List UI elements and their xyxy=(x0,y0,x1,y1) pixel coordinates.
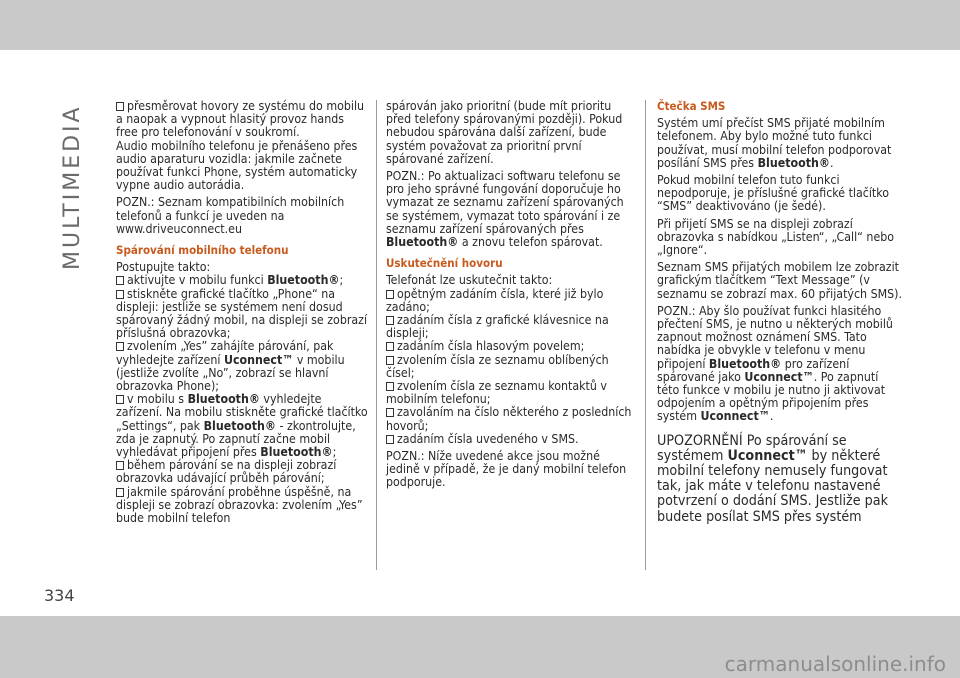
list-item: přesměrovat hovory ze systému do mobilu a naopak a vypnout hlasitý provoz hands free pro telefonování v soukromí. xyxy=(116,99,365,140)
page-number: 334 xyxy=(44,586,75,605)
column-divider xyxy=(376,100,377,570)
section-heading: Uskutečnění hovoru xyxy=(386,256,503,271)
paragraph: POZN.: Seznam kompatibilních mobilních telefonů a funkcí je uveden na www.driveuconnect.eu xyxy=(116,195,345,236)
list-item: zadáním čísla hlasovým povelem; xyxy=(386,340,634,353)
checkbox-bullet-icon xyxy=(386,382,394,391)
paragraph: POZN.: Níže uvedené akce jsou možné jedině v případě, že je daný mobilní telefon podporuje. xyxy=(386,449,627,490)
checkbox-bullet-icon xyxy=(386,435,394,444)
section-side-label-text: MULTIMEDIA xyxy=(60,104,85,270)
checkbox-bullet-icon xyxy=(116,290,124,299)
checkbox-bullet-icon xyxy=(116,276,124,285)
list-item: aktivujte v mobilu funkci Bluetooth®; xyxy=(116,274,368,287)
column-2 xyxy=(386,100,634,494)
list-item: zavoláním na číslo některého z posledních hovorů; xyxy=(386,405,632,433)
warning-paragraph: UPOZORNĚNÍ Po spárování se systémem Uconnect™ by některé mobilní telefony nemusely fungovat tak, jak máte v telefonu nastavené potvrzení o dodání SMS. Jestliže pak budete posílat SMS přes systém xyxy=(657,432,888,525)
paragraph: Audio mobilního telefonu je přenášeno přes audio aparaturu vozidla: jakmile začnete používat funkci Phone, systém automaticky vypne audio autorádia. xyxy=(116,138,358,193)
checkbox-bullet-icon xyxy=(386,408,394,417)
checkbox-bullet-icon xyxy=(386,290,394,299)
paragraph: POZN.: Po aktualizaci softwaru telefonu se pro jeho správné fungování doporučuje ho vymazat ze seznamu zařízení spárovaných se systémem, vymazat toto spárování i ze seznamu zařízení spárovaných přes Bluetooth® a znovu telefon spárovat. xyxy=(386,169,624,250)
list-item: opětným zadáním čísla, které již bylo zadáno; xyxy=(386,286,604,314)
checkbox-bullet-icon xyxy=(386,316,394,325)
section-heading: Spárování mobilního telefonu xyxy=(116,243,289,258)
checkbox-bullet-icon xyxy=(116,102,124,111)
paragraph: Postupujte takto: xyxy=(116,260,211,275)
column-3 xyxy=(657,100,903,529)
header-band xyxy=(0,0,960,50)
list-item: během párování se na displeji zobrazí obrazovka udávající průběh párování; xyxy=(116,458,337,486)
paragraph: Telefonát lze uskutečnit takto: xyxy=(386,273,553,288)
list-item: v mobilu s Bluetooth® vyhledejte zařízení. Na mobilu stiskněte grafické tlačítko „Settings“, pak Bluetooth® - zkontrolujte, zda je zapnutý. Po zapnutí začne mobil vyhledávat připojení přes Bluetooth®; xyxy=(116,392,368,460)
paragraph: Při přijetí SMS se na displeji zobrazí obrazovka s nabídkou „Listen“, „Call“ nebo „Ignore“. xyxy=(657,216,895,258)
list-item: zadáním čísla z grafické klávesnice na displeji; xyxy=(386,313,609,341)
paragraph: Systém umí přečíst SMS přijaté mobilním telefonem. Aby bylo možné tuto funkci používat, musí mobilní telefon podporovat posílání SMS přes Bluetooth®. xyxy=(657,116,892,170)
checkbox-bullet-icon xyxy=(386,356,394,365)
list-item: zvolením čísla ze seznamu kontaktů v mobilním telefonu; xyxy=(386,379,607,407)
list-item: zvolením čísla ze seznamu oblíbených čísel; xyxy=(386,352,609,380)
checkbox-bullet-icon xyxy=(116,461,124,470)
checkbox-bullet-icon xyxy=(116,342,124,351)
watermark-text: carmanualsonline.info xyxy=(724,652,946,676)
list-item: stiskněte grafické tlačítko „Phone“ na displeji: jestliže se systémem není dosud spárovaný žádný mobil, na displeji se zobrazí příslušná obrazovka; xyxy=(116,286,368,341)
list-item: zadáním čísla uvedeného v SMS. xyxy=(386,433,634,446)
list-item: jakmile spárování proběhne úspěšně, na displeji se zobrazí obrazovka: zvolením „Yes” bude mobilní telefon xyxy=(116,484,363,526)
column-1 xyxy=(116,100,368,525)
checkbox-bullet-icon xyxy=(386,342,394,351)
paragraph: POZN.: Aby šlo používat funkci hlasitého přečtení SMS, je nutno u některých mobilů zapnout možnost oznámení SMS. Tato nabídka je obvykle v telefonu v menu připojení Bluetooth® pro zařízení spárované jako Uconnect™. Po zapnutí této funkce v mobilu je nutno ji aktivovat odpojením a opětným připojením přes systém Uconnect™. xyxy=(657,303,893,424)
checkbox-bullet-icon xyxy=(116,488,124,497)
paragraph: spárován jako prioritní (bude mít prioritu před telefony spárovanými později). Pokud nebudou spárována další zařízení, bude systém považovat za prioritní první spárované zařízení. xyxy=(386,99,623,166)
paragraph: Pokud mobilní telefon tuto funkci nepodporuje, je příslušné grafické tlačítko “SMS” deaktivováno (je šedé). xyxy=(657,173,889,214)
list-item: zvolením „Yes” zahájíte párování, pak vyhledejte zařízení Uconnect™ v mobilu (jestliže zvolíte „No”, zobrazí se hlavní obrazovka Phone); xyxy=(116,339,345,394)
checkbox-bullet-icon xyxy=(116,395,124,404)
section-heading: Čtečka SMS xyxy=(657,99,726,113)
column-divider xyxy=(645,100,646,570)
paragraph: Seznam SMS přijatých mobilem lze zobrazit grafickým tlačítkem “Text Message” (v seznamu se zobrazí max. 60 přijatých SMS). xyxy=(657,260,903,301)
